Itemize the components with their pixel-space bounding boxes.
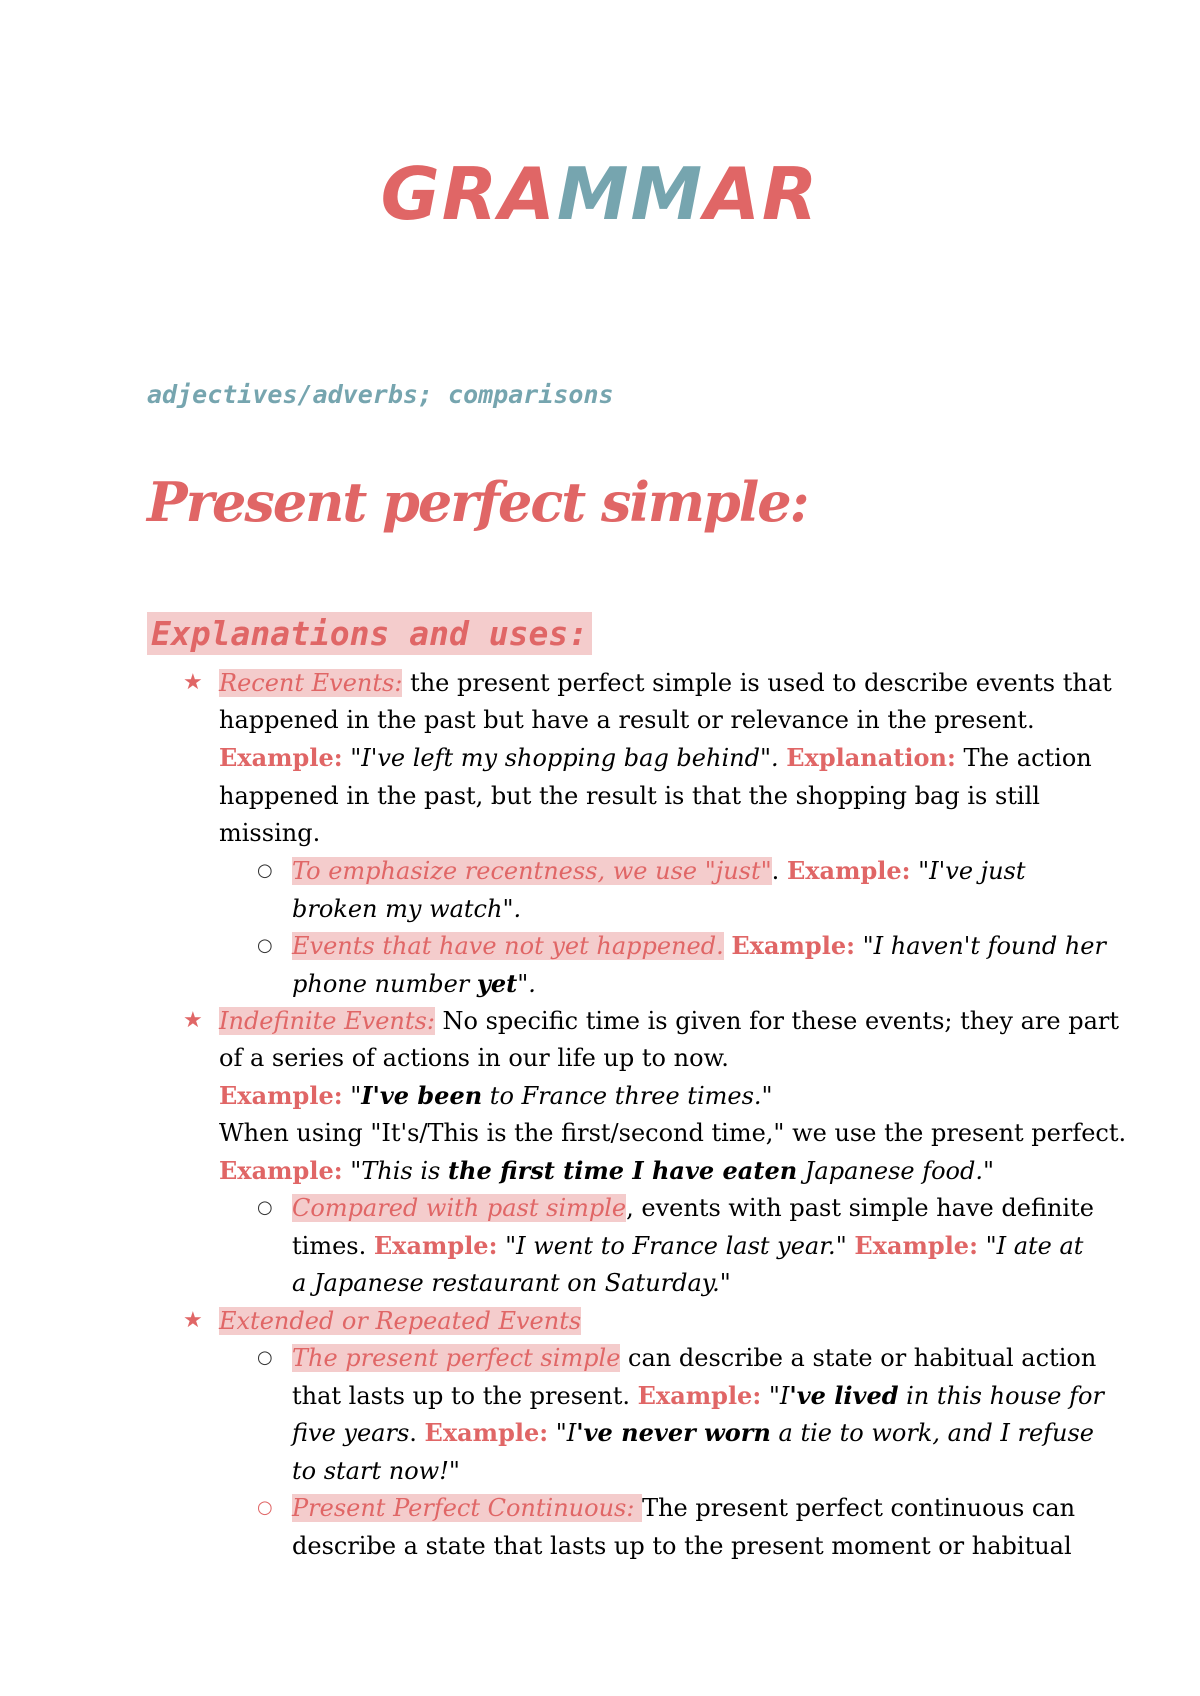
star-icon: ★ [183, 1008, 203, 1033]
sub-item-present-perfect-simple: The present perfect simple can describe a state or habitual action [292, 1344, 1097, 1372]
example-line: Example: "This is the first time I have eaten Japanese food." [219, 1156, 995, 1185]
example-line: Example: "I've left my shopping bag behind". Explanation: The action [219, 743, 1092, 772]
text-line: to start now!" [292, 1457, 460, 1485]
title-part-1: GRA [380, 152, 557, 236]
text-line: broken my watch". [292, 895, 522, 923]
text-line: happened in the past, but the result is that the shopping bag is still [219, 782, 1040, 810]
text-line: of a series of actions in our life up to now. [219, 1044, 729, 1072]
text-line: When using "It's/This is the first/second time," we use the present perfect. [219, 1119, 1127, 1147]
subsection-heading-explanations: Explanations and uses: [147, 612, 592, 655]
text-line: describe a state that lasts up to the present moment or habitual [292, 1532, 1072, 1560]
hollow-circle-icon: ○ [257, 860, 273, 881]
hollow-circle-icon: ○ [257, 1497, 273, 1518]
star-icon: ★ [183, 1308, 203, 1333]
list-item-extended-events [219, 1303, 581, 1339]
page-title [0, 152, 1200, 236]
sub-item-not-yet: Events that have not yet happened. Example: "I haven't found her [292, 931, 1106, 960]
text-line: phone number yet". [292, 969, 536, 998]
title-part-3: AR [704, 152, 820, 236]
example-line: times. Example: "I went to France last year." Example: "I ate at [292, 1231, 1084, 1260]
hollow-circle-icon: ○ [257, 1347, 273, 1368]
term-indefinite-events: Indefinite Events: [219, 1007, 435, 1035]
sub-item-past-simple: Compared with past simple, events with past simple have definite [292, 1194, 1094, 1222]
list-item-recent-events: Recent Events: the present perfect simple is used to describe events that [219, 669, 1112, 697]
sub-item-present-perfect-continuous: Present Perfect Continuous: The present perfect continuous can [292, 1494, 1076, 1522]
example-line: that lasts up to the present. Example: "I've lived in this house for [292, 1381, 1104, 1410]
list-item-indefinite-events: Indefinite Events: No specific time is given for these events; they are part [219, 1007, 1119, 1035]
example-line: five years. Example: "I've never worn a tie to work, and I refuse [292, 1418, 1094, 1447]
example-line: Example: "I've been to France three times." [219, 1081, 773, 1110]
sub-item-recentness: To emphasize recentness, we use "just". Example: "I've just [292, 856, 1026, 885]
hollow-circle-icon: ○ [257, 1197, 273, 1218]
text-line: missing. [219, 819, 321, 847]
hollow-circle-icon: ○ [257, 935, 273, 956]
section-heading-present-perfect: Present perfect simple: [147, 470, 808, 534]
term-recent-events: Recent Events: [219, 669, 403, 697]
star-icon: ★ [183, 670, 203, 695]
title-part-2: MM [556, 152, 705, 236]
text-line: happened in the past but have a result or relevance in the present. [219, 706, 1035, 734]
topic-subtitle: adjectives/adverbs; comparisons [147, 380, 614, 409]
text-line: a Japanese restaurant on Saturday." [292, 1269, 731, 1297]
term-extended-events: Extended or Repeated Events [219, 1307, 582, 1335]
